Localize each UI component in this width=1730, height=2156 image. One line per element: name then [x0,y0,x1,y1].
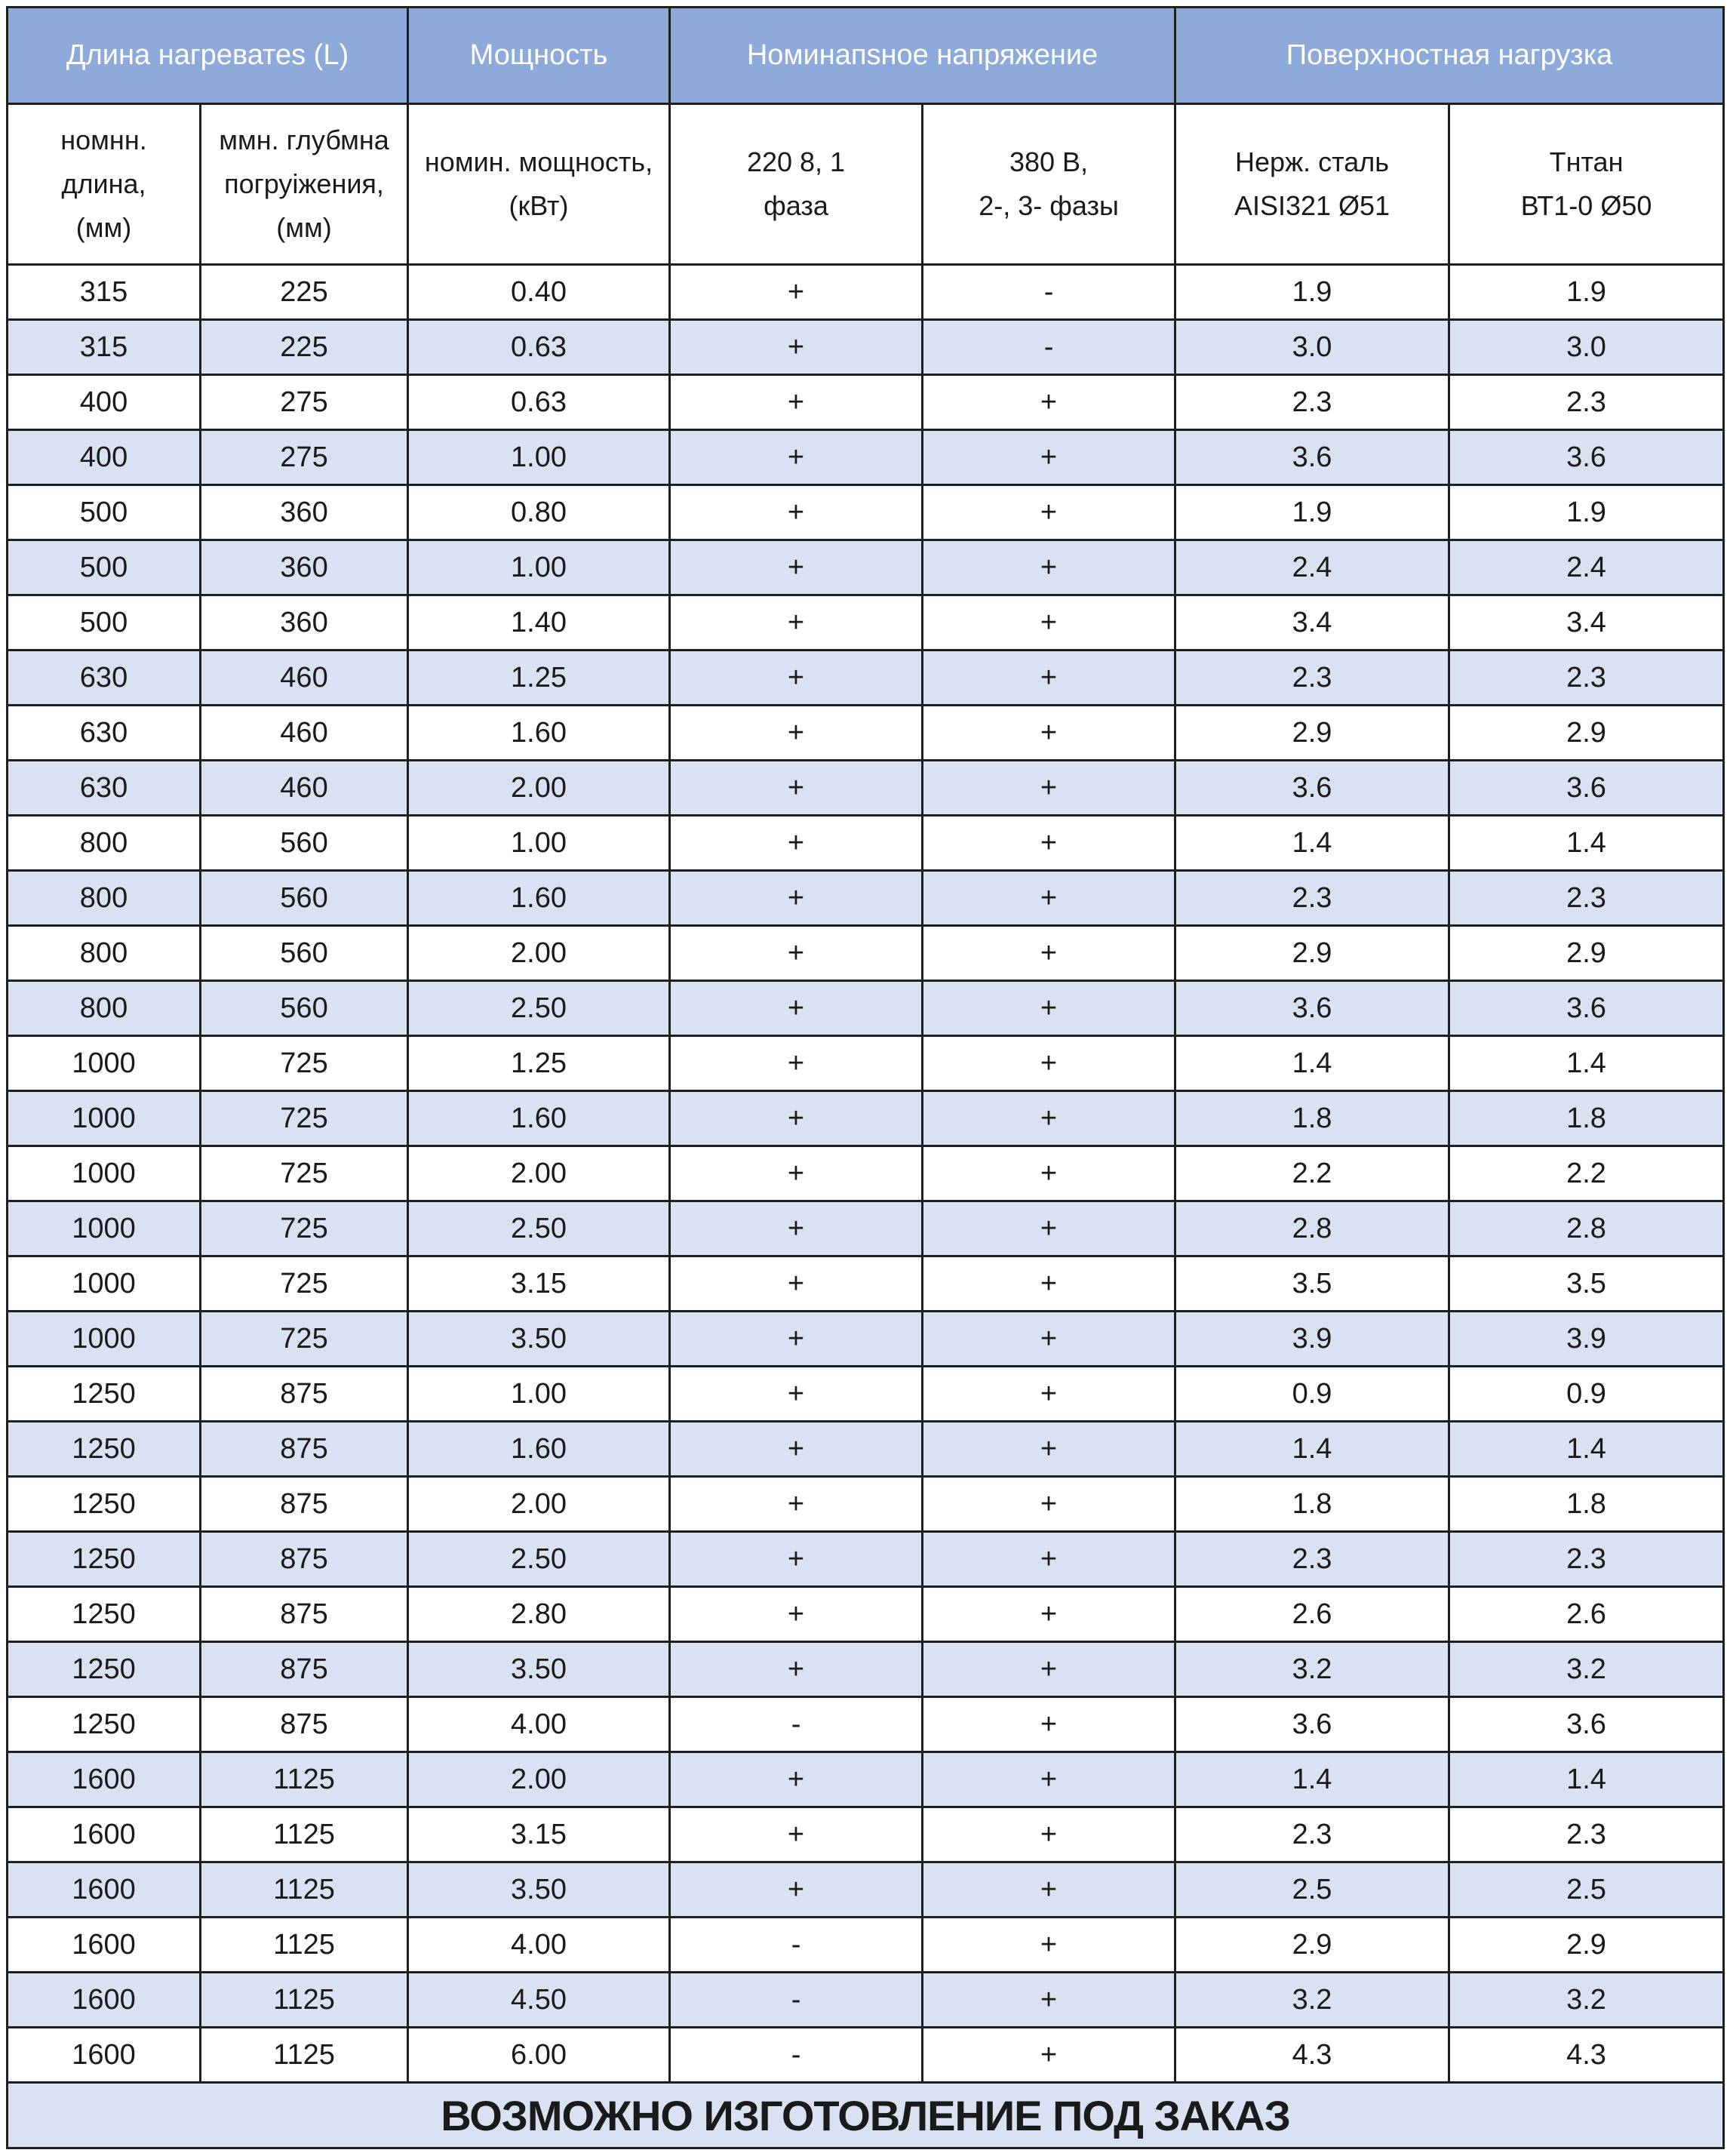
table-row [8,1091,1724,1146]
cell-titanium-load: 3.6 [1449,430,1724,485]
table-row [8,1036,1724,1091]
cell-titanium-load: 3.6 [1449,761,1724,816]
cell-immersion-depth: 725 [201,1146,408,1201]
cell-220v: + [670,595,923,650]
cell-titanium-load: 1.9 [1449,265,1724,320]
table-row [8,1532,1724,1587]
cell-220v: + [670,540,923,595]
cell-steel-load: 1.4 [1175,1752,1449,1807]
cell-380v: + [923,816,1175,871]
table-row [8,1973,1724,2028]
table-body [8,265,1724,2083]
cell-380v: + [923,485,1175,540]
cell-immersion-depth: 225 [201,320,408,375]
cell-nominal-power: 3.50 [408,1642,670,1697]
cell-380v: + [923,926,1175,981]
cell-220v: + [670,1091,923,1146]
cell-380v: + [923,1752,1175,1807]
cell-nominal-power: 1.00 [408,816,670,871]
cell-steel-load: 1.8 [1175,1477,1449,1532]
cell-220v: + [670,485,923,540]
subheader-380v-multi-phase: 380 В, 2-, 3- фазы [923,104,1175,265]
cell-220v: + [670,430,923,485]
cell-titanium-load: 3.2 [1449,1973,1724,2028]
cell-nominal-power: 2.00 [408,1752,670,1807]
cell-380v: + [923,1532,1175,1587]
cell-nominal-length: 400 [8,430,201,485]
cell-nominal-power: 2.00 [408,761,670,816]
cell-nominal-power: 2.50 [408,1532,670,1587]
cell-immersion-depth: 1125 [201,1752,408,1807]
cell-380v: - [923,320,1175,375]
cell-380v: + [923,981,1175,1036]
cell-titanium-load: 2.3 [1449,375,1724,430]
subheader-titanium: Тнтан ВТ1-0 Ø50 [1449,104,1724,265]
cell-steel-load: 2.8 [1175,1201,1449,1256]
subheader-nominal-power: номин. мощность, (кВт) [408,104,670,265]
cell-steel-load: 2.3 [1175,871,1449,926]
cell-nominal-length: 1000 [8,1146,201,1201]
cell-nominal-length: 500 [8,595,201,650]
cell-steel-load: 2.9 [1175,706,1449,761]
custom-order-note: ВОЗМОЖНО ИЗГОТОВЛЕНИЕ ПОД ЗАКАЗ [8,2083,1724,2148]
cell-immersion-depth: 460 [201,706,408,761]
cell-steel-load: 2.5 [1175,1862,1449,1918]
cell-nominal-power: 1.60 [408,871,670,926]
cell-titanium-load: 1.9 [1449,485,1724,540]
cell-steel-load: 3.2 [1175,1642,1449,1697]
cell-steel-load: 1.9 [1175,485,1449,540]
cell-steel-load: 1.4 [1175,1036,1449,1091]
table-row [8,1752,1724,1807]
table-row [8,540,1724,595]
cell-immersion-depth: 275 [201,375,408,430]
cell-steel-load: 3.0 [1175,320,1449,375]
cell-nominal-power: 4.00 [408,1918,670,1973]
cell-nominal-power: 4.00 [408,1697,670,1752]
cell-nominal-power: 3.50 [408,1312,670,1367]
cell-nominal-length: 315 [8,265,201,320]
cell-nominal-power: 0.80 [408,485,670,540]
cell-380v: + [923,1697,1175,1752]
cell-titanium-load: 3.0 [1449,320,1724,375]
cell-380v: + [923,761,1175,816]
cell-steel-load: 2.9 [1175,1918,1449,1973]
cell-steel-load: 2.9 [1175,926,1449,981]
cell-220v: + [670,320,923,375]
cell-titanium-load: 2.4 [1449,540,1724,595]
cell-immersion-depth: 875 [201,1642,408,1697]
cell-nominal-power: 1.00 [408,540,670,595]
cell-220v: + [670,1422,923,1477]
sub-header-row [8,104,1724,265]
cell-380v: + [923,1091,1175,1146]
cell-immersion-depth: 875 [201,1587,408,1642]
cell-nominal-power: 1.60 [408,1091,670,1146]
cell-titanium-load: 2.3 [1449,1532,1724,1587]
table-row [8,1422,1724,1477]
cell-immersion-depth: 725 [201,1036,408,1091]
table-row [8,1918,1724,1973]
cell-nominal-length: 1000 [8,1036,201,1091]
cell-380v: + [923,1642,1175,1697]
subheader-220v-single-phase: 220 8, 1 фаза [670,104,923,265]
cell-nominal-power: 2.00 [408,926,670,981]
cell-steel-load: 3.9 [1175,1312,1449,1367]
table-row [8,1201,1724,1256]
cell-immersion-depth: 360 [201,540,408,595]
cell-nominal-length: 1250 [8,1477,201,1532]
cell-titanium-load: 3.2 [1449,1642,1724,1697]
cell-immersion-depth: 460 [201,650,408,706]
cell-nominal-length: 1250 [8,1587,201,1642]
cell-nominal-power: 2.80 [408,1587,670,1642]
cell-titanium-load: 3.9 [1449,1312,1724,1367]
footer-row [8,2083,1724,2148]
cell-nominal-power: 0.63 [408,320,670,375]
cell-immersion-depth: 460 [201,761,408,816]
cell-steel-load: 2.2 [1175,1146,1449,1201]
cell-220v: + [670,816,923,871]
cell-nominal-length: 500 [8,540,201,595]
table-row [8,595,1724,650]
cell-nominal-length: 1250 [8,1642,201,1697]
table-row [8,706,1724,761]
table-row [8,2028,1724,2083]
cell-titanium-load: 1.8 [1449,1477,1724,1532]
table-row [8,981,1724,1036]
cell-titanium-load: 2.3 [1449,1807,1724,1862]
table-row [8,650,1724,706]
cell-220v: + [670,706,923,761]
cell-nominal-power: 6.00 [408,2028,670,2083]
cell-nominal-power: 2.50 [408,981,670,1036]
cell-380v: + [923,650,1175,706]
cell-380v: + [923,1312,1175,1367]
cell-titanium-load: 2.9 [1449,926,1724,981]
cell-immersion-depth: 875 [201,1422,408,1477]
table-row [8,1256,1724,1312]
cell-380v: + [923,706,1175,761]
table-row [8,265,1724,320]
cell-immersion-depth: 725 [201,1091,408,1146]
cell-nominal-length: 1000 [8,1256,201,1312]
cell-220v: + [670,1367,923,1422]
cell-nominal-length: 1000 [8,1091,201,1146]
table-row [8,871,1724,926]
cell-titanium-load: 2.2 [1449,1146,1724,1201]
cell-immersion-depth: 875 [201,1367,408,1422]
cell-nominal-power: 0.63 [408,375,670,430]
cell-380v: + [923,375,1175,430]
cell-titanium-load: 2.3 [1449,871,1724,926]
cell-steel-load: 0.9 [1175,1367,1449,1422]
cell-nominal-length: 500 [8,485,201,540]
cell-immersion-depth: 1125 [201,1973,408,2028]
cell-immersion-depth: 875 [201,1532,408,1587]
cell-nominal-length: 1600 [8,2028,201,2083]
cell-380v: + [923,871,1175,926]
cell-immersion-depth: 225 [201,265,408,320]
group-header-row [8,8,1724,104]
cell-nominal-length: 1600 [8,1973,201,2028]
cell-immersion-depth: 875 [201,1477,408,1532]
cell-nominal-length: 630 [8,706,201,761]
cell-nominal-length: 630 [8,761,201,816]
cell-nominal-length: 1000 [8,1201,201,1256]
cell-380v: + [923,1973,1175,2028]
header-heater-length: Длина нагреватеѕ (L) [8,8,408,104]
header-power: Мощность [408,8,670,104]
cell-220v: + [670,1146,923,1201]
cell-immersion-depth: 1125 [201,1862,408,1918]
cell-220v: + [670,650,923,706]
cell-immersion-depth: 560 [201,981,408,1036]
cell-220v: + [670,1477,923,1532]
cell-titanium-load: 2.3 [1449,650,1724,706]
cell-steel-load: 2.3 [1175,375,1449,430]
table-row [8,375,1724,430]
cell-220v: + [670,1036,923,1091]
cell-220v: + [670,1312,923,1367]
cell-nominal-power: 2.00 [408,1477,670,1532]
table-row [8,485,1724,540]
cell-nominal-length: 800 [8,981,201,1036]
cell-380v: + [923,2028,1175,2083]
cell-220v: + [670,1587,923,1642]
cell-steel-load: 1.4 [1175,1422,1449,1477]
cell-nominal-power: 1.40 [408,595,670,650]
cell-nominal-power: 1.00 [408,430,670,485]
cell-nominal-power: 1.00 [408,1367,670,1422]
cell-steel-load: 2.6 [1175,1587,1449,1642]
cell-nominal-power: 0.40 [408,265,670,320]
cell-immersion-depth: 1125 [201,1807,408,1862]
cell-steel-load: 4.3 [1175,2028,1449,2083]
cell-steel-load: 2.3 [1175,1807,1449,1862]
cell-titanium-load: 3.6 [1449,981,1724,1036]
cell-220v: + [670,1532,923,1587]
cell-nominal-length: 1600 [8,1862,201,1918]
cell-nominal-power: 3.15 [408,1256,670,1312]
cell-immersion-depth: 560 [201,871,408,926]
cell-titanium-load: 3.5 [1449,1256,1724,1312]
table-row [8,1642,1724,1697]
cell-220v: - [670,1973,923,2028]
cell-immersion-depth: 1125 [201,1918,408,1973]
cell-nominal-length: 1250 [8,1697,201,1752]
cell-220v: - [670,1918,923,1973]
cell-220v: + [670,1807,923,1862]
table-row [8,1367,1724,1422]
cell-steel-load: 2.3 [1175,650,1449,706]
cell-immersion-depth: 360 [201,485,408,540]
cell-nominal-length: 1250 [8,1367,201,1422]
cell-nominal-power: 3.50 [408,1862,670,1918]
cell-380v: + [923,430,1175,485]
cell-immersion-depth: 725 [201,1256,408,1312]
cell-steel-load: 2.3 [1175,1532,1449,1587]
cell-nominal-length: 800 [8,816,201,871]
subheader-stainless-steel: Нерж. сталь AISI321 Ø51 [1175,104,1449,265]
cell-380v: + [923,1036,1175,1091]
cell-220v: + [670,1752,923,1807]
cell-nominal-length: 800 [8,871,201,926]
cell-steel-load: 2.4 [1175,540,1449,595]
cell-nominal-length: 1600 [8,1752,201,1807]
cell-nominal-length: 800 [8,926,201,981]
cell-steel-load: 3.6 [1175,430,1449,485]
subheader-immersion-depth: ммн. глубмна погруіжения, (мм) [201,104,408,265]
cell-immersion-depth: 275 [201,430,408,485]
cell-titanium-load: 0.9 [1449,1367,1724,1422]
cell-220v: + [670,761,923,816]
cell-steel-load: 3.6 [1175,981,1449,1036]
cell-nominal-length: 315 [8,320,201,375]
cell-nominal-power: 4.50 [408,1973,670,2028]
cell-immersion-depth: 875 [201,1697,408,1752]
cell-380v: + [923,595,1175,650]
cell-220v: + [670,1862,923,1918]
cell-220v: + [670,265,923,320]
cell-steel-load: 3.6 [1175,1697,1449,1752]
cell-titanium-load: 1.8 [1449,1091,1724,1146]
table-row [8,430,1724,485]
cell-steel-load: 1.9 [1175,265,1449,320]
cell-380v: + [923,1256,1175,1312]
cell-220v: + [670,1256,923,1312]
cell-steel-load: 3.5 [1175,1256,1449,1312]
cell-titanium-load: 4.3 [1449,2028,1724,2083]
table-row [8,1312,1724,1367]
cell-titanium-load: 1.4 [1449,1036,1724,1091]
cell-220v: - [670,1697,923,1752]
cell-steel-load: 3.4 [1175,595,1449,650]
table-row [8,320,1724,375]
cell-220v: + [670,1201,923,1256]
cell-nominal-power: 2.50 [408,1201,670,1256]
cell-nominal-power: 1.25 [408,650,670,706]
cell-nominal-power: 1.60 [408,1422,670,1477]
cell-steel-load: 1.4 [1175,816,1449,871]
cell-titanium-load: 2.9 [1449,706,1724,761]
cell-nominal-power: 1.60 [408,706,670,761]
cell-nominal-length: 400 [8,375,201,430]
cell-220v: + [670,926,923,981]
cell-220v: + [670,375,923,430]
cell-nominal-length: 1600 [8,1918,201,1973]
cell-380v: + [923,1477,1175,1532]
cell-nominal-length: 1250 [8,1422,201,1477]
cell-nominal-length: 630 [8,650,201,706]
cell-380v: + [923,1862,1175,1918]
heater-spec-table [6,6,1725,2149]
subheader-nominal-length: номнн. длина, (мм) [8,104,201,265]
table-row [8,926,1724,981]
cell-220v: + [670,871,923,926]
cell-immersion-depth: 560 [201,926,408,981]
cell-nominal-power: 2.00 [408,1146,670,1201]
cell-380v: + [923,1587,1175,1642]
cell-nominal-power: 3.15 [408,1807,670,1862]
cell-nominal-length: 1000 [8,1312,201,1367]
cell-immersion-depth: 360 [201,595,408,650]
cell-steel-load: 3.2 [1175,1973,1449,2028]
table-row [8,1697,1724,1752]
cell-380v: + [923,1367,1175,1422]
cell-220v: - [670,2028,923,2083]
cell-titanium-load: 1.4 [1449,1422,1724,1477]
cell-titanium-load: 2.8 [1449,1201,1724,1256]
cell-steel-load: 1.8 [1175,1091,1449,1146]
cell-380v: + [923,1146,1175,1201]
cell-titanium-load: 2.5 [1449,1862,1724,1918]
cell-titanium-load: 2.9 [1449,1918,1724,1973]
table-row [8,1587,1724,1642]
table-row [8,816,1724,871]
table-row [8,1807,1724,1862]
table-row [8,761,1724,816]
cell-immersion-depth: 725 [201,1201,408,1256]
cell-nominal-length: 1600 [8,1807,201,1862]
header-surface-load: Поверхностная нагрузка [1175,8,1724,104]
cell-220v: + [670,1642,923,1697]
cell-380v: + [923,1807,1175,1862]
table-row [8,1477,1724,1532]
header-nominal-voltage: Номинапѕное напряжение [670,8,1175,104]
cell-nominal-power: 1.25 [408,1036,670,1091]
table-row [8,1862,1724,1918]
cell-nominal-length: 1250 [8,1532,201,1587]
cell-380v: + [923,1918,1175,1973]
cell-380v: - [923,265,1175,320]
cell-immersion-depth: 1125 [201,2028,408,2083]
cell-immersion-depth: 725 [201,1312,408,1367]
cell-titanium-load: 3.4 [1449,595,1724,650]
cell-immersion-depth: 560 [201,816,408,871]
cell-steel-load: 3.6 [1175,761,1449,816]
cell-titanium-load: 1.4 [1449,816,1724,871]
cell-220v: + [670,981,923,1036]
cell-380v: + [923,1422,1175,1477]
cell-380v: + [923,1201,1175,1256]
cell-380v: + [923,540,1175,595]
cell-titanium-load: 1.4 [1449,1752,1724,1807]
cell-titanium-load: 3.6 [1449,1697,1724,1752]
cell-titanium-load: 2.6 [1449,1587,1724,1642]
table-row [8,1146,1724,1201]
